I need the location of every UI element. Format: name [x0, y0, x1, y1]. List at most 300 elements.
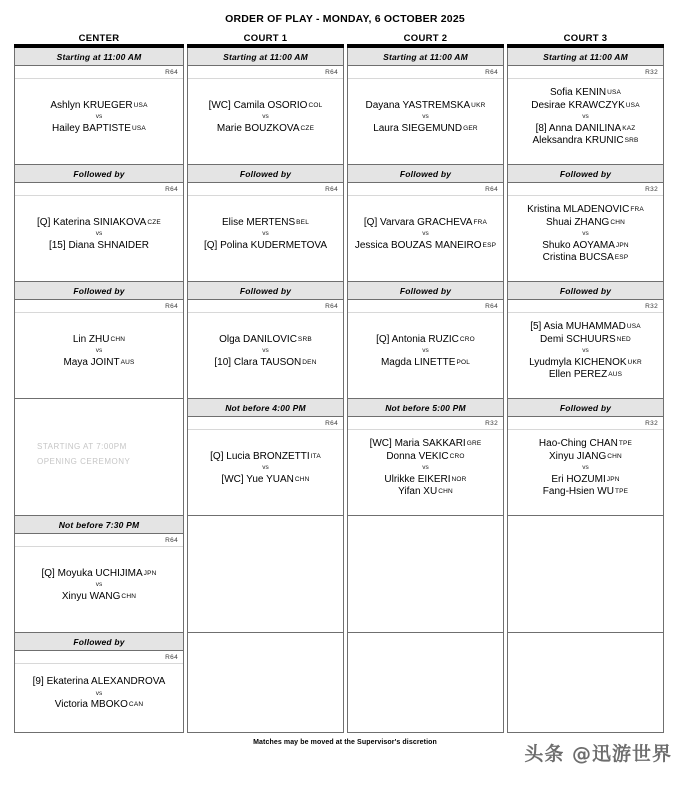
- player-line: [219, 334, 312, 347]
- player-line: [73, 334, 125, 347]
- player-country: KAZ: [622, 124, 636, 132]
- court-heading-3: COURT 2: [403, 33, 448, 44]
- player-line: [542, 252, 629, 265]
- match-side-top: [219, 334, 312, 347]
- slot-time-header: Not before 4:00 PM: [188, 399, 343, 417]
- vs-label: vs: [262, 464, 269, 472]
- match-slot[interactable]: [187, 282, 344, 399]
- player-line: [384, 474, 466, 487]
- match-side-top: [33, 676, 166, 689]
- match[interactable]: [348, 79, 503, 164]
- player-line: [370, 451, 482, 464]
- match-slot[interactable]: [14, 48, 184, 165]
- player-country: USA: [133, 101, 148, 109]
- player-country: CHN: [294, 475, 310, 483]
- player-name: Yifan XU: [398, 486, 438, 498]
- slot-time-header: Followed by: [508, 282, 663, 300]
- player-country: JPN: [606, 475, 620, 483]
- player-name: Xinyu WANG: [61, 590, 121, 602]
- player-country: GRE: [466, 439, 482, 447]
- vs-label: vs: [262, 230, 269, 238]
- player-seed: [Q]: [37, 216, 51, 228]
- match[interactable]: [15, 313, 183, 398]
- round-label: R64: [15, 300, 183, 313]
- player-country: CRO: [449, 452, 465, 460]
- slot-body: [188, 300, 343, 398]
- player-name: Anna DANILINA: [548, 122, 622, 134]
- player-line: [373, 123, 478, 136]
- footnote: Matches may be moved at the Supervisor's discretion: [253, 739, 437, 746]
- player-name: Lin ZHU: [72, 333, 110, 345]
- player-country: CZE: [300, 124, 315, 132]
- player-name: Asia MUHAMMAD: [543, 320, 626, 332]
- vs-label: vs: [422, 113, 429, 121]
- player-seed: [10]: [214, 356, 232, 368]
- vs-label: vs: [422, 464, 429, 472]
- player-seed: [WC]: [369, 437, 392, 449]
- slot-body: [508, 417, 663, 515]
- court-headings: [0, 33, 690, 44]
- player-line: [355, 240, 496, 253]
- slot-time-header: Starting at 11:00 AM: [348, 48, 503, 66]
- player-country: CHN: [121, 592, 137, 600]
- player-line: [52, 123, 146, 136]
- match-side-bottom: [62, 591, 136, 604]
- match-slot[interactable]: [347, 48, 504, 165]
- vs-label: vs: [582, 347, 589, 355]
- ceremony-line: OPENING CEREMONY: [37, 457, 131, 466]
- player-name: Polina KUDERMETOVA: [220, 239, 327, 251]
- match-side-top: [41, 568, 156, 581]
- player-seed: [Q]: [203, 239, 218, 251]
- player-name: Demi SCHUURS: [540, 333, 616, 345]
- match-side-bottom: [52, 123, 146, 136]
- slot-time-header: Followed by: [508, 165, 663, 183]
- player-country: FRA: [630, 205, 644, 213]
- player-line: [543, 474, 628, 487]
- player-country: USA: [607, 88, 622, 96]
- player-name: Marie BOUZKOVA: [216, 122, 300, 134]
- match[interactable]: [15, 196, 183, 281]
- match-side-top: [364, 217, 487, 230]
- player-line: [50, 100, 147, 113]
- match-side-bottom: [214, 357, 316, 370]
- match-side-bottom: [63, 357, 134, 370]
- player-line: [529, 369, 642, 382]
- player-line: [210, 451, 321, 464]
- match[interactable]: [508, 196, 663, 281]
- player-country: UKR: [627, 358, 642, 366]
- player-seed: [WC]: [221, 473, 244, 485]
- court-heading-4: COURT 3: [563, 33, 608, 44]
- player-line: [530, 321, 641, 334]
- match-side-bottom: [55, 699, 144, 712]
- player-name: Yue YUAN: [246, 473, 294, 485]
- match-side-top: [370, 438, 482, 464]
- match-side-bottom: [373, 123, 478, 136]
- player-line: [543, 486, 628, 499]
- match-side-bottom: [529, 357, 642, 383]
- player-country: SRB: [624, 137, 639, 145]
- player-line: [531, 100, 640, 113]
- match-side-bottom: [355, 240, 496, 253]
- match-side-bottom: [204, 240, 327, 253]
- player-name: Shuai ZHANG: [545, 216, 610, 228]
- player-line: [527, 204, 644, 217]
- watermark: 头条 @迅游世界: [524, 743, 672, 765]
- player-country: DEN: [302, 358, 317, 366]
- player-line: [527, 217, 644, 230]
- player-country: GER: [463, 124, 478, 132]
- vs-label: vs: [95, 347, 103, 355]
- slot-time-header: Followed by: [348, 165, 503, 183]
- match-side-bottom: [542, 240, 629, 266]
- vs-label: vs: [422, 230, 429, 238]
- player-name: Katerina SINIAKOVA: [53, 216, 147, 228]
- vs-label: vs: [95, 230, 103, 238]
- slot-body: [508, 183, 663, 281]
- player-country: AUS: [120, 358, 135, 366]
- player-seed: [5]: [530, 320, 542, 332]
- player-country: NED: [616, 335, 631, 343]
- match[interactable]: [508, 313, 663, 398]
- slot-time-header: Not before 5:00 PM: [348, 399, 503, 417]
- slot-body: [15, 66, 183, 164]
- vs-label: vs: [582, 464, 589, 472]
- player-country: USA: [625, 101, 640, 109]
- player-line: [531, 87, 640, 100]
- match-side-bottom: [381, 357, 470, 370]
- court-heading-1: CENTER: [78, 33, 120, 44]
- player-name: Diana SHNAIDER: [68, 239, 150, 251]
- player-name: Ulrikke EIKERI: [384, 473, 451, 485]
- vs-label: vs: [582, 113, 589, 121]
- player-country: NOR: [451, 475, 467, 483]
- slot-body: [348, 183, 503, 281]
- player-name: Kristina MLADENOVIC: [527, 203, 630, 215]
- empty-slot: [507, 633, 664, 733]
- round-label: R64: [15, 183, 183, 196]
- player-country: CAN: [128, 701, 144, 709]
- match[interactable]: [188, 79, 343, 164]
- match-side-top: [527, 204, 644, 230]
- match[interactable]: [188, 196, 343, 281]
- player-line: [55, 699, 144, 712]
- match-side-top: [37, 217, 161, 230]
- round-label: R32: [508, 417, 663, 430]
- player-name: Antonia RUZIC: [391, 333, 459, 345]
- vs-label: vs: [95, 689, 103, 697]
- match[interactable]: [348, 313, 503, 398]
- match-slot[interactable]: [507, 399, 664, 516]
- match-side-top: [531, 87, 640, 113]
- player-line: [214, 357, 316, 370]
- round-label: R64: [188, 183, 343, 196]
- round-label: R64: [15, 534, 183, 547]
- slot-time-header: Followed by: [508, 399, 663, 417]
- match-slot[interactable]: [347, 399, 504, 516]
- match[interactable]: [508, 430, 663, 515]
- match-side-top: [50, 100, 147, 113]
- opening-ceremony-note: [15, 399, 183, 515]
- player-country: CZE: [147, 218, 161, 226]
- player-country: JPN: [143, 569, 157, 577]
- match-slot[interactable]: [347, 282, 504, 399]
- player-name: Maria SAKKARI: [394, 437, 466, 449]
- match-slot[interactable]: [507, 48, 664, 165]
- match-side-bottom: [221, 474, 309, 487]
- player-line: [62, 591, 136, 604]
- player-name: Ellen PEREZ: [548, 369, 608, 381]
- player-name: Elise MERTENS: [221, 216, 296, 228]
- player-name: Desirae KRAWCZYK: [531, 99, 625, 111]
- vs-label: vs: [582, 230, 589, 238]
- match-side-top: [210, 451, 321, 464]
- player-country: CHN: [110, 335, 126, 343]
- match-side-bottom: [543, 474, 628, 500]
- slot-time-header: Followed by: [188, 165, 343, 183]
- slot-time-header: Starting at 11:00 AM: [508, 48, 663, 66]
- court-column-4: [507, 44, 664, 733]
- player-seed: [8]: [535, 122, 547, 134]
- slot-body: [188, 66, 343, 164]
- match-side-bottom: [217, 123, 314, 136]
- player-name: Xinyu JIANG: [549, 450, 607, 462]
- player-country: ESP: [614, 254, 629, 262]
- round-label: R64: [188, 66, 343, 79]
- player-name: Cristina BUCSA: [542, 252, 614, 264]
- round-label: R64: [15, 66, 183, 79]
- player-country: UKR: [471, 101, 486, 109]
- empty-slot: [187, 516, 344, 633]
- slot-time-header: Starting at 11:00 AM: [188, 48, 343, 66]
- match[interactable]: [348, 196, 503, 281]
- slot-body: [188, 183, 343, 281]
- match-slot[interactable]: [187, 165, 344, 282]
- round-label: R64: [348, 183, 503, 196]
- player-country: JPN: [615, 241, 629, 249]
- player-country: TPE: [618, 439, 633, 447]
- empty-slot: [507, 516, 664, 633]
- match-side-bottom: [49, 240, 149, 253]
- match-side-bottom: [532, 123, 638, 149]
- slot-body: [348, 417, 503, 515]
- match-slot[interactable]: [187, 399, 344, 516]
- match[interactable]: [15, 547, 183, 632]
- player-name: Ekaterina ALEXANDROVA: [46, 676, 166, 687]
- court-column-1: [14, 44, 184, 733]
- player-name: Clara TAUSON: [233, 356, 302, 368]
- player-seed: [WC]: [208, 99, 231, 111]
- player-seed: [Q]: [41, 567, 55, 579]
- empty-slot: [347, 633, 504, 733]
- player-line: [364, 217, 487, 230]
- match-slot[interactable]: [14, 516, 184, 633]
- player-country: FRA: [473, 218, 488, 226]
- player-name: Olga DANILOVIC: [219, 333, 297, 345]
- match-side-top: [376, 334, 475, 347]
- match-side-top: [209, 100, 323, 113]
- slot-time-header: Followed by: [348, 282, 503, 300]
- player-seed: [Q]: [363, 216, 378, 228]
- round-label: R32: [508, 66, 663, 79]
- player-line: [365, 100, 485, 113]
- player-name: Sofia KENIN: [549, 86, 607, 98]
- player-line: [542, 240, 629, 253]
- slot-body: [15, 651, 183, 732]
- player-line: [49, 240, 149, 253]
- player-name: Moyuka UCHIJIMA: [57, 567, 143, 579]
- slot-body: [508, 66, 663, 164]
- empty-slot: [187, 633, 344, 733]
- slot-body: [15, 300, 183, 398]
- player-name: Eri HOZUMI: [551, 473, 606, 485]
- match-slot[interactable]: [14, 282, 184, 399]
- player-name: Aleksandra KRUNIC: [532, 135, 624, 147]
- player-line: [381, 357, 470, 370]
- player-name: Ashlyn KRUEGER: [50, 99, 133, 111]
- vs-label: vs: [422, 347, 429, 355]
- round-label: R64: [348, 300, 503, 313]
- player-line: [41, 568, 156, 581]
- slot-time-header: Followed by: [188, 282, 343, 300]
- vs-label: vs: [95, 113, 103, 121]
- match[interactable]: [188, 313, 343, 398]
- player-name: Magda LINETTE: [380, 356, 456, 368]
- player-line: [532, 135, 638, 148]
- match-side-top: [73, 334, 125, 347]
- player-seed: [9]: [32, 676, 44, 687]
- match-side-bottom: [384, 474, 466, 500]
- match-side-top: [530, 321, 641, 347]
- match-slot[interactable]: [14, 165, 184, 282]
- match[interactable]: [508, 79, 663, 164]
- player-name: Camila OSORIO: [233, 99, 308, 111]
- page-title: ORDER OF PLAY - MONDAY, 6 OCTOBER 2025: [225, 13, 465, 25]
- slot-body: [15, 183, 183, 281]
- player-line: [532, 123, 638, 136]
- match[interactable]: [15, 79, 183, 164]
- round-label: R32: [508, 183, 663, 196]
- player-name: Hailey BAPTISTE: [52, 122, 131, 134]
- player-name: Hao-Ching CHAN: [538, 437, 618, 449]
- player-line: [221, 474, 309, 487]
- player-country: CHN: [610, 218, 626, 226]
- player-line: [539, 438, 632, 451]
- court-heading-2: COURT 1: [243, 33, 288, 44]
- player-line: [529, 357, 642, 370]
- player-line: [217, 123, 314, 136]
- player-name: Laura SIEGEMUND: [373, 122, 463, 134]
- round-label: R64: [15, 651, 183, 664]
- player-line: [384, 486, 466, 499]
- player-line: [530, 334, 641, 347]
- player-name: Dayana YASTREMSKA: [365, 99, 471, 111]
- player-country: ITA: [310, 452, 321, 460]
- player-line: [539, 451, 632, 464]
- match-slot[interactable]: [507, 282, 664, 399]
- player-name: Fang-Hsien WU: [542, 486, 614, 498]
- player-seed: [Q]: [210, 450, 224, 462]
- court-column-3: [347, 44, 504, 733]
- slot-body: [15, 534, 183, 632]
- player-country: COL: [308, 101, 323, 109]
- player-name: Donna VEKIC: [386, 450, 449, 462]
- match-slot[interactable]: [14, 633, 184, 733]
- match-slot[interactable]: [507, 165, 664, 282]
- order-of-play-grid: [0, 44, 690, 733]
- slot-body: [188, 417, 343, 515]
- match-side-top: [222, 217, 309, 230]
- match-side-top: [365, 100, 485, 113]
- slot-body: [348, 66, 503, 164]
- player-line: [370, 438, 482, 451]
- round-label: R64: [188, 417, 343, 430]
- player-name: Victoria MBOKO: [54, 699, 128, 711]
- player-name: Shuko AOYAMA: [542, 239, 615, 251]
- match-slot[interactable]: [14, 399, 184, 516]
- slot-time-header: Followed by: [15, 282, 183, 300]
- player-country: CHN: [438, 488, 453, 496]
- player-country: AUS: [608, 371, 623, 379]
- player-line: [204, 240, 327, 253]
- round-label: R64: [188, 300, 343, 313]
- match[interactable]: [188, 430, 343, 515]
- player-seed: [15]: [48, 239, 66, 251]
- slot-body: [15, 399, 183, 515]
- vs-label: vs: [262, 113, 269, 121]
- slot-time-header: Followed by: [15, 633, 183, 651]
- player-country: TPE: [614, 488, 629, 496]
- player-name: Maya JOINT: [63, 356, 120, 368]
- player-country: ESP: [482, 241, 497, 249]
- player-country: SRB: [297, 335, 312, 343]
- slot-time-header: Followed by: [15, 165, 183, 183]
- player-country: BEL: [296, 218, 310, 226]
- player-country: CHN: [607, 452, 622, 460]
- player-country: USA: [626, 322, 641, 330]
- player-name: Jessica BOUZAS MANEIRO: [354, 239, 482, 251]
- slot-body: [508, 300, 663, 398]
- match-slot[interactable]: [347, 165, 504, 282]
- round-label: R32: [348, 417, 503, 430]
- empty-slot: [347, 516, 504, 633]
- player-name: Lyudmyla KICHENOK: [529, 356, 627, 368]
- player-line: [37, 217, 161, 230]
- match[interactable]: [348, 430, 503, 515]
- round-label: R32: [508, 300, 663, 313]
- player-country: POL: [456, 358, 471, 366]
- slot-time-header: Not before 7:30 PM: [15, 516, 183, 534]
- player-country: CRO: [459, 335, 475, 343]
- ceremony-line: STARTING AT 7:00PM: [37, 441, 127, 451]
- player-name: Lucia BRONZETTI: [226, 450, 310, 462]
- match-slot[interactable]: [187, 48, 344, 165]
- court-column-2: [187, 44, 344, 733]
- match[interactable]: [15, 664, 183, 732]
- player-line: [376, 334, 475, 347]
- player-line: [63, 357, 134, 370]
- vs-label: vs: [95, 581, 103, 589]
- slot-body: [348, 300, 503, 398]
- player-line: [222, 217, 309, 230]
- slot-time-header: Starting at 11:00 AM: [15, 48, 183, 66]
- round-label: R64: [348, 66, 503, 79]
- player-line: [209, 100, 323, 113]
- player-seed: [Q]: [376, 333, 390, 345]
- match-side-top: [539, 438, 632, 464]
- player-name: Varvara GRACHEVA: [380, 216, 473, 228]
